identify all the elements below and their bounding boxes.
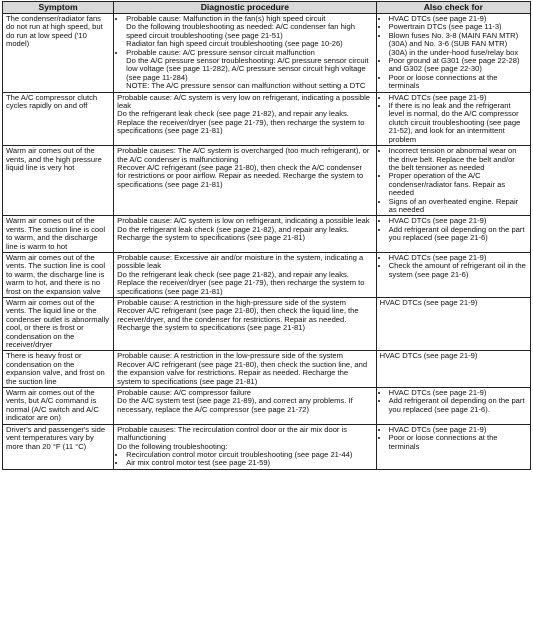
also-check-list [380, 147, 527, 214]
diagnostic-item [126, 459, 372, 467]
also-check-item: • Poor or loose connections at the terminals [389, 434, 527, 451]
also-check-text: HVAC DTCs (see page 21-9) [379, 351, 478, 361]
table-row [3, 146, 531, 216]
also-check-item: • Poor ground at G301 (see page 22-28) and G302 (see page 22-30) [389, 57, 527, 74]
diagnostic-line: Probable cause: A/C compressor failure [117, 388, 251, 398]
also-check-list [380, 389, 527, 414]
diagnostic-item [126, 15, 372, 49]
diagnostic-line: • Air mix control motor test (see page 21-59) [126, 458, 271, 468]
table-row [3, 351, 531, 388]
diagnostic-line: Do the following troubleshooting as needed: A/C condenser fan high speed circuit troubleshooting (see page 21-51) [126, 22, 355, 40]
diagnostic-line: Recover A/C refrigerant (see page 21-80), then check the liquid line, the receiver/dryer, and the condenser for restrictions. Repair as needed. Recharge the system to specifications (see page 21-81) [117, 306, 359, 333]
diagnostic-line: Probable cause: A restriction in the low-pressure side of the system [117, 351, 343, 361]
also-check-item: • HVAC DTCs (see page 21-9) [389, 426, 527, 434]
also-check-list [380, 217, 527, 242]
diagnostic-line: Recover A/C refrigerant (see page 21-80), then check the suction line, and the expansion valve for restrictions. Repair as needed. Recharge the system to specifications (see page 21-81) [117, 359, 368, 386]
diagnostic-list [117, 451, 372, 468]
diagnostic-cell [114, 424, 376, 469]
diagnostic-line: • Probable cause: A/C pressure sensor circuit malfunction [126, 47, 315, 57]
diagnostic-line: Recover A/C refrigerant (see page 21-80), then check the A/C condenser for restrictions or poor airflow. Repair as needed. Recharge the system to specifications (see page 21-81) [117, 162, 364, 189]
also-check-text: HVAC DTCs (see page 21-9) [379, 298, 478, 307]
also-check-cell [376, 146, 530, 216]
diagnostic-line: Probable cause: A/C system is very low on refrigerant, indicating a possible leak [117, 92, 370, 111]
also-check-item: • Poor or loose connections at the terminals [389, 74, 527, 91]
also-check-item: • Add refrigerant oil depending on the part you replaced (see page 21-6). [389, 397, 527, 414]
also-check-cell [376, 298, 530, 351]
table-row [3, 14, 531, 93]
symptom-cell: The A/C compressor clutch cycles rapidly on and off [3, 92, 114, 145]
diagnostic-cell [114, 351, 376, 388]
diagnostic-cell [114, 252, 376, 297]
header-also-check-for: Also check for [376, 2, 530, 14]
table-row [3, 298, 531, 351]
also-check-item: • Add refrigerant oil depending on the part you replaced (see page 21-6) [389, 226, 527, 243]
also-check-item: • HVAC DTCs (see page 21-9) [389, 15, 527, 23]
symptom-cell: The condenser/radiator fans do not run at high speed, but do run at low speed ('10 model) [3, 14, 114, 93]
also-check-cell [376, 14, 530, 93]
also-check-cell [376, 252, 530, 297]
diagnostic-cell [114, 388, 376, 425]
also-check-cell [376, 351, 530, 388]
table-row [3, 252, 531, 297]
diagnostic-line: Do the A/C system test (see page 21-89), and correct any problems. If necessary, replace the A/C compressor (see page 21-72) [117, 396, 353, 414]
header-symptom: Symptom [3, 2, 114, 14]
diagnostic-line: Probable cause: A restriction in the high-pressure side of the system [117, 298, 346, 307]
table-row [3, 216, 531, 253]
diagnostic-line: Radiator fan high speed circuit troubleshooting (see page 10-26) [126, 39, 343, 49]
header-row [3, 2, 531, 14]
also-check-item: • HVAC DTCs (see page 21-9) [389, 217, 527, 225]
symptom-cell: There is heavy frost or condensation on the expansion valve, and frost on the suction line [3, 351, 114, 388]
also-check-item: • HVAC DTCs (see page 21-9) [389, 254, 527, 262]
symptom-cell: Warm air comes out of the vents, but A/C command is normal (A/C switch and A/C indicator are on) [3, 388, 114, 425]
also-check-cell [376, 388, 530, 425]
diagnostic-line: Do the following troubleshooting: [117, 441, 228, 451]
diagnostic-line: Probable cause: A/C system is low on refrigerant, indicating a possible leak [117, 216, 370, 226]
diagnostic-cell [114, 92, 376, 145]
symptom-cell: Driver's and passenger's side vent temperatures vary by more than 20 °F (11 °C) [3, 424, 114, 469]
diagnostic-line: • Recirculation control motor circuit troubleshooting (see page 21-44) [126, 449, 353, 459]
diagnostic-line: Do the refrigerant leak check (see page 21-82), and repair any leaks. Recharge the system to specifications (see page 21-81) [117, 224, 349, 243]
troubleshooting-table [2, 1, 531, 470]
diagnostic-item [126, 49, 372, 91]
symptom-cell: Warm air comes out of the vents, and the high pressure liquid line is very hot [3, 146, 114, 216]
diagnostic-cell [114, 216, 376, 253]
diagnostic-cell [114, 14, 376, 93]
diagnostic-cell [114, 298, 376, 351]
diagnostic-line: Probable causes: The recirculation control door or the air mix door is malfunctioning [117, 424, 348, 443]
table-row [3, 388, 531, 425]
also-check-item: • HVAC DTCs (see page 21-9) [389, 94, 527, 102]
diagnostic-line: Do the A/C pressure sensor troubleshooting: A/C pressure sensor circuit low voltage (see page 11-282), A/C pressure sensor circuit high voltage (see page 11-284) [126, 56, 369, 82]
also-check-cell [376, 92, 530, 145]
diagnostic-line: NOTE: The A/C pressure sensor can malfunction without setting a DTC [126, 81, 366, 91]
diagnostic-line: Do the refrigerant leak check (see page 21-82), and repair any leaks. Replace the receiver/dryer (see page 21-79), then recharge the system to specifications (see page 21-81) [117, 269, 365, 296]
diagnostic-line: Probable cause: Excessive air and/or moisture in the system, indicating a possible leak [117, 252, 364, 271]
symptom-cell: Warm air comes out of the vents. The liquid line or the condenser outlet is abnormally cool, or there is frost or condensation on the receiver/dryer [3, 298, 114, 351]
also-check-item: • Proper operation of the A/C condenser/radiator fans. Repair as needed [389, 172, 527, 197]
diagnostic-cell [114, 146, 376, 216]
also-check-item: • Powertrain DTCs (see page 11-3) [389, 23, 527, 31]
diagnostic-line: Probable causes: The A/C system is overcharged (too much refrigerant), or the A/C condenser is malfunctioning [117, 146, 370, 164]
also-check-cell [376, 216, 530, 253]
also-check-item: • If there is no leak and the refrigerant level is normal, do the A/C compressor clutch circuit troubleshooting (see page 21-52), and look for an intermittent problem [389, 102, 527, 144]
also-check-list [380, 15, 527, 91]
also-check-item: • HVAC DTCs (see page 21-9) [389, 389, 527, 397]
also-check-list [380, 426, 527, 451]
also-check-list [380, 94, 527, 144]
also-check-item: • Check the amount of refrigerant oil in the system (see page 21-6) [389, 262, 527, 279]
also-check-item: • Blown fuses No. 3-8 (MAIN FAN MTR) (30A) and No. 3-6 (SUB FAN MTR) (30A) in the under-hood fuse/relay box [389, 32, 527, 57]
table-row [3, 424, 531, 469]
diagnostic-line: Do the refrigerant leak check (see page 21-82), and repair any leaks. Replace the receiver/dryer (see page 21-79), then recharge the system to specifications (see page 21-81) [117, 109, 365, 136]
diagnostic-line: • Probable cause: Malfunction in the fan(s) high speed circuit [126, 14, 326, 23]
symptom-cell: Warm air comes out of the vents. The suction line is cool to warm, and the discharge line is warm to hot [3, 216, 114, 253]
also-check-cell [376, 424, 530, 469]
diagnostic-list [117, 15, 372, 91]
also-check-item: • Signs of an overheated engine. Repair as needed [389, 198, 527, 215]
also-check-list [380, 254, 527, 279]
header-diagnostic-procedure: Diagnostic procedure [114, 2, 376, 14]
table-row [3, 92, 531, 145]
also-check-item: • Incorrect tension or abnormal wear on the drive belt. Replace the belt and/or the belt tensioner as needed [389, 147, 527, 172]
symptom-cell: Warm air comes out of the vents. The suction line is cool to warm, the discharge line is warm to hot, and there is no frost on the expansion valve [3, 252, 114, 297]
